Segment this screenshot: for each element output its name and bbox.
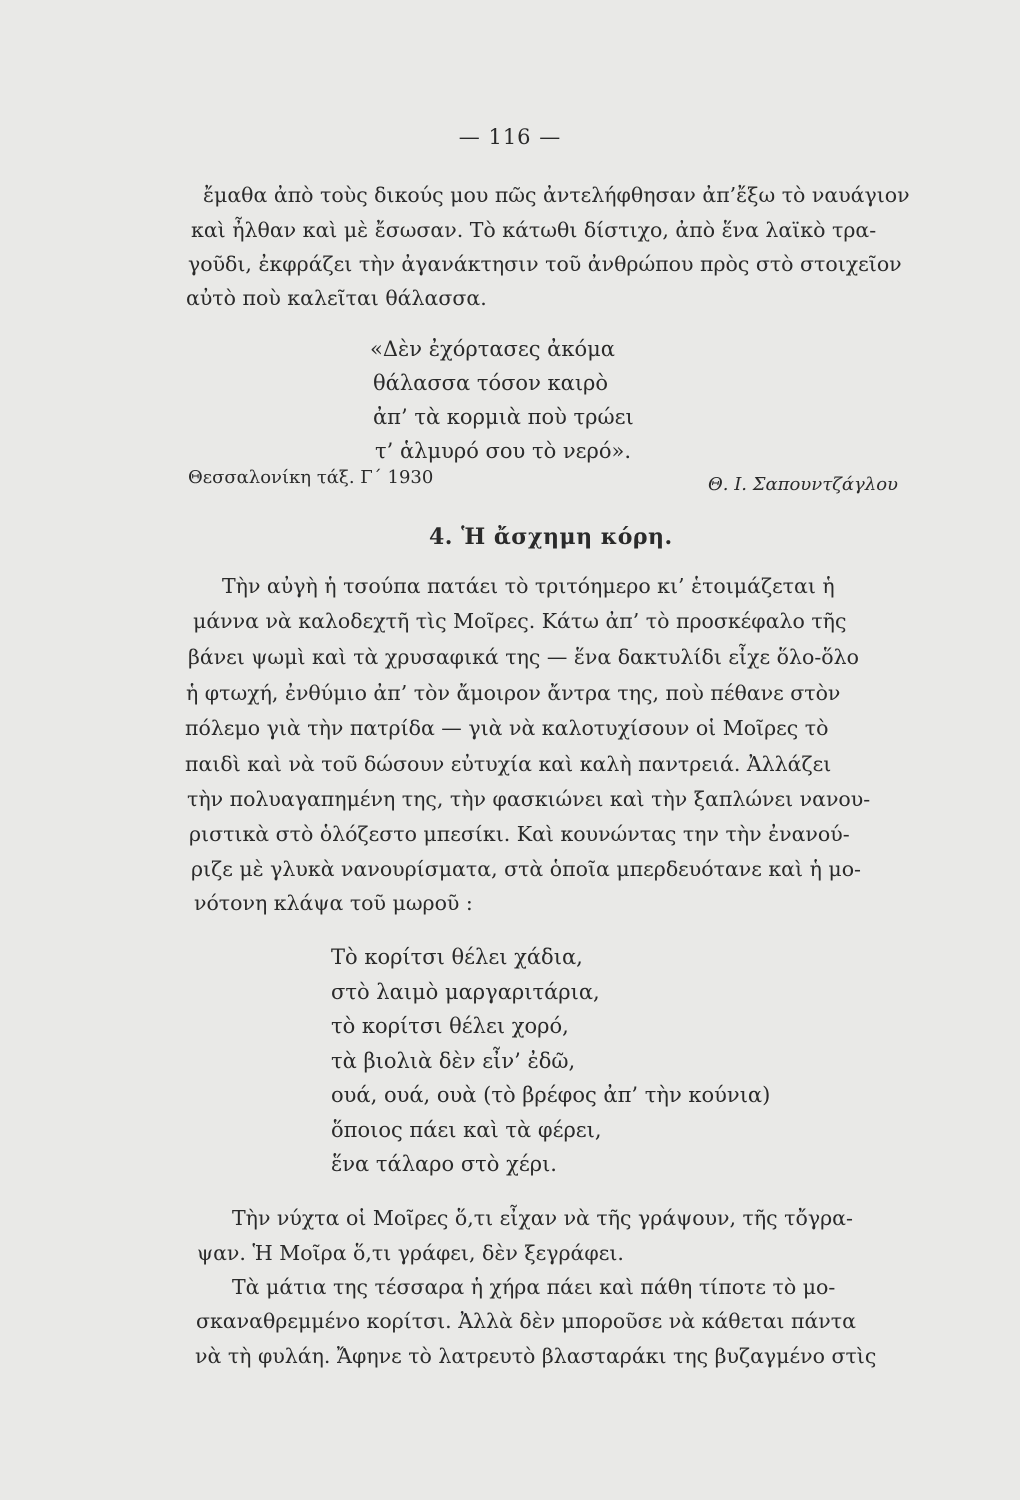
para1-line: ριστικὰ στὸ ὁλόζεστο μπεσίκι. Καὶ κουνώντας την τὴν ἐνανού- (189, 822, 850, 846)
poem2-line: ουά, ουά, ουὰ (τὸ βρέφος ἀπ’ τὴν κούνια) (331, 1083, 771, 1107)
intro-line: καὶ ἦλθαν καὶ μὲ ἔσωσαν. Τὸ κάτωθι δίστιχο, ἀπὸ ἕνα λαϊκὸ τρα- (191, 218, 877, 242)
poem1-author: Θ. Ι. Σαπουντζάγλου (708, 474, 899, 495)
poem1-source: Θεσσαλονίκη τάξ. Γ΄ 1930 (188, 467, 434, 488)
poem1-line: «Δὲν ἐχόρτασες ἀκόμα (370, 337, 615, 361)
para1-line: νότονη κλάψα τοῦ μωροῦ : (194, 891, 473, 915)
poem2-line: τὸ κορίτσι θέλει χορό, (331, 1014, 569, 1038)
para1-line: παιδὶ καὶ νὰ τοῦ δώσουν εὐτυχία καὶ καλὴ παντρειά. Ἀλλάζει (185, 752, 832, 776)
para1-line: πόλεμο γιὰ τὴν πατρίδα — γιὰ νὰ καλοτυχίσουν οἱ Μοῖρες τὸ (185, 716, 829, 740)
poem1-line: θάλασσα τόσον καιρὸ (373, 371, 609, 395)
para3-line: νὰ τὴ φυλάη. Ἄφηνε τὸ λατρευτὸ βλασταράκι της βυζαγμένο στὶς (195, 1344, 877, 1368)
para1-line: Τὴν αὐγὴ ἡ τσούπα πατάει τὸ τριτόημερο κι’ ἑτοιμάζεται ἡ (222, 574, 835, 598)
section-title: 4. Ἡ ἄσχημη κόρη. (429, 524, 673, 550)
intro-line: γοῦδι, ἐκφράζει τὴν ἀγανάκτησιν τοῦ ἀνθρώπου πρὸς στὸ στοιχεῖον (188, 252, 902, 276)
poem2-line: στὸ λαιμὸ μαργαριτάρια, (331, 980, 600, 1004)
poem2-line: ἕνα τάλαρο στὸ χέρι. (331, 1152, 557, 1176)
para1-line: μάννα νὰ καλοδεχτῆ τὶς Μοῖρες. Κάτω ἀπ’ τὸ προσκέφαλο τῆς (193, 609, 847, 633)
poem1-line: τ’ ἁλμυρό σου τὸ νερό». (375, 439, 632, 463)
poem2-line: τὰ βιολιὰ δὲν εἶν’ ἐδῶ, (331, 1049, 576, 1073)
para1-line: ριζε μὲ γλυκὰ νανουρίσματα, στὰ ὁποῖα μπερδευότανε καὶ ἡ μο- (191, 857, 861, 881)
page-number: — 116 — (458, 125, 562, 149)
para1-line: βάνει ψωμὶ καὶ τὰ χρυσαφικά της — ἕνα δακτυλίδι εἶχε ὅλο-ὅλο (188, 645, 859, 669)
para2-line: ψαν. Ἡ Μοῖρα ὅ,τι γράφει, δὲν ξεγράφει. (197, 1241, 624, 1265)
para3-line: σκαναθρεμμένο κορίτσι. Ἀλλὰ δὲν μποροῦσε νὰ κάθεται πάντα (196, 1309, 856, 1333)
poem2-line: Τὸ κορίτσι θέλει χάδια, (331, 945, 583, 969)
para1-line: ἡ φτωχή, ἐνθύμιο ἀπ’ τὸν ἄμοιρον ἄντρα της, ποὺ πέθανε στὸν (186, 681, 841, 705)
para3-line: Τὰ μάτια της τέσσαρα ἡ χήρα πάει καὶ πάθη τίποτε τὸ μο- (232, 1275, 836, 1299)
para1-line: τὴν πολυαγαπημένη της, τὴν φασκιώνει καὶ τὴν ξαπλώνει νανου- (187, 787, 871, 811)
poem1-line: ἀπ’ τὰ κορμιὰ ποὺ τρώει (373, 405, 634, 429)
para2-line: Τὴν νύχτα οἱ Μοῖρες ὅ,τι εἶχαν νὰ τῆς γράψουν, τῆς τὄγρα- (232, 1206, 853, 1230)
intro-line: αὐτὸ ποὺ καλεῖται θάλασσα. (186, 286, 487, 310)
intro-line: ἔμαθα ἀπὸ τοὺς δικούς μου πῶς ἀντελήφθησαν ἀπ’ἔξω τὸ ναυάγιον (203, 183, 910, 207)
poem2-line: ὅποιος πάει καὶ τὰ φέρει, (331, 1118, 602, 1142)
